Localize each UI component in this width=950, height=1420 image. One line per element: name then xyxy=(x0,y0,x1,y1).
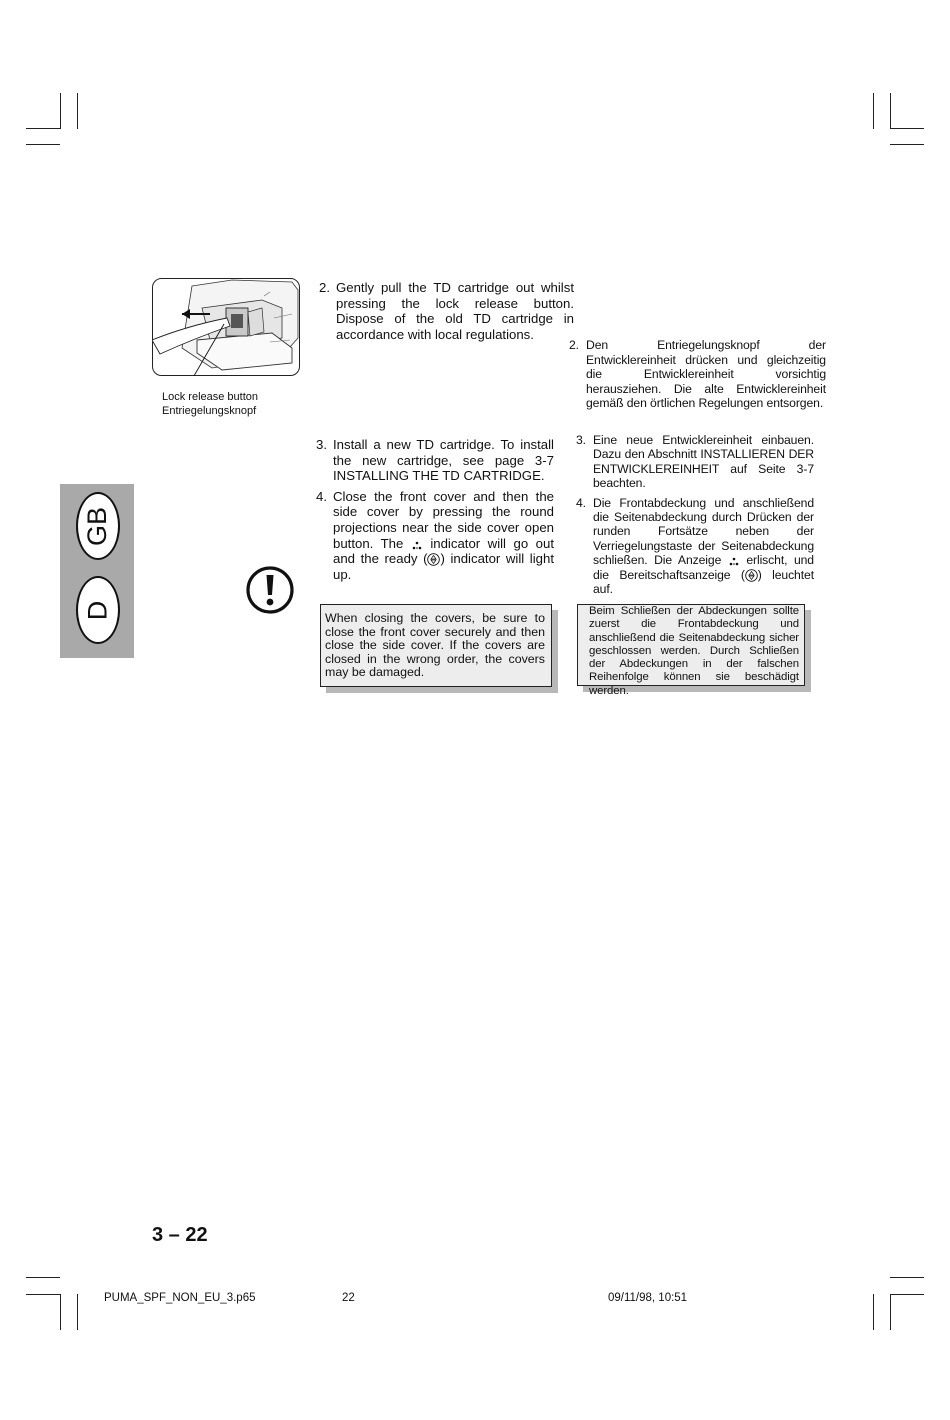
crop-mark xyxy=(77,1294,78,1330)
crop-mark xyxy=(60,93,61,129)
crop-mark xyxy=(890,1277,924,1278)
step-text: indicator will go out and the ready ( xyxy=(333,535,554,567)
caution-note-german xyxy=(577,604,805,697)
german-step-2 xyxy=(569,338,826,410)
step-text: erlischt, und die Bereitschaftsanzeige ( xyxy=(593,553,814,582)
caption-english: Lock release button xyxy=(162,391,259,403)
ready-indicator-icon xyxy=(427,553,440,566)
language-badge-gb: GB xyxy=(76,492,120,560)
crop-mark xyxy=(26,1277,60,1278)
step-text: Close the front cover and then the side cover by pressing the round projections near the side cover open button. The xyxy=(333,488,554,551)
step-text: Gently pull the TD cartridge out whilst pressing the lock release button. Dispose of the old TD cartridge in accordance with local regulations. xyxy=(336,280,574,342)
step-number: 2. xyxy=(569,338,579,353)
step-text: Eine neue Entwicklereinheit einbauen. Dazu den Abschnitt INSTALLIEREN DER ENTWICKLEREINHEIT auf Seite 3-7 beachten. xyxy=(593,433,814,491)
crop-mark xyxy=(890,1294,891,1330)
toner-indicator-icon xyxy=(728,556,740,566)
toner-indicator-icon xyxy=(411,539,423,549)
crop-mark xyxy=(26,128,60,129)
note-text: Beim Schließen der Abdeckungen sollte zuerst die Frontabdeckung und anschließend die Seitenabdeckung sicher geschlossen werden. Durch Schließen der Abdeckungen in der falschen Reihenfolge können sie beschädigt werden. xyxy=(589,605,799,697)
english-step-3 xyxy=(316,437,554,484)
german-step-3 xyxy=(576,433,814,491)
crop-mark xyxy=(890,1294,924,1295)
step-text: ) indicator will light up. xyxy=(333,551,554,582)
crop-mark xyxy=(873,93,874,129)
footer-page: 22 xyxy=(342,1292,355,1304)
language-tab xyxy=(60,484,134,658)
english-step-4 xyxy=(316,489,554,583)
step-number: 4. xyxy=(576,495,586,510)
ready-indicator-icon xyxy=(745,569,758,582)
caution-icon xyxy=(245,565,295,615)
page-number: 3 – 22 xyxy=(152,1224,208,1246)
crop-mark xyxy=(77,93,78,129)
english-steps-3-4 xyxy=(316,437,554,582)
crop-mark xyxy=(890,128,924,129)
english-step-2 xyxy=(319,280,574,342)
caution-note-english xyxy=(320,604,552,687)
german-steps-3-4 xyxy=(576,433,814,596)
step-number: 3. xyxy=(316,437,327,452)
step-text: ) leuchtet auf. xyxy=(593,567,814,597)
step-text: Die Frontabdeckung und anschließend die Seitenabdeckung durch Drücken der runden Fortsätze neben der Verriegelungstaste der Seitenabdeckung schließen. Die Anzeige xyxy=(593,495,814,568)
crop-mark xyxy=(890,93,891,129)
footer-filename: PUMA_SPF_NON_EU_3.p65 xyxy=(104,1292,256,1304)
crop-mark xyxy=(890,144,924,145)
step-number: 2. xyxy=(319,280,330,295)
step-text: Install a new TD cartridge. To install the new cartridge, see page 3-7 INSTALLING THE TD CARTRIDGE. xyxy=(333,437,554,484)
step-number: 4. xyxy=(316,488,327,504)
footer-datetime: 09/11/98, 10:51 xyxy=(608,1292,688,1304)
note-text: When closing the covers, be sure to close the front cover securely and then close the side cover. If the covers are closed in the wrong order, the covers may be damaged. xyxy=(325,611,545,680)
step-text: Den Entriegelungsknopf der Entwicklereinheit drücken und gleichzeitig die Entwicklereinheit vorsichtig herausziehen. Die alte Entwicklereinheit gemäß den örtlichen Regelungen entsorgen. xyxy=(586,338,826,410)
caption-german: Entriegelungsknopf xyxy=(162,405,257,417)
figure-caption xyxy=(162,390,258,418)
step-number: 3. xyxy=(576,433,586,447)
language-badge-d: D xyxy=(76,576,120,644)
crop-mark xyxy=(26,144,60,145)
cartridge-removal-illustration xyxy=(152,278,300,376)
crop-mark xyxy=(26,1294,60,1295)
german-step-4 xyxy=(576,496,814,597)
crop-mark xyxy=(60,1294,61,1330)
crop-mark xyxy=(873,1294,874,1330)
